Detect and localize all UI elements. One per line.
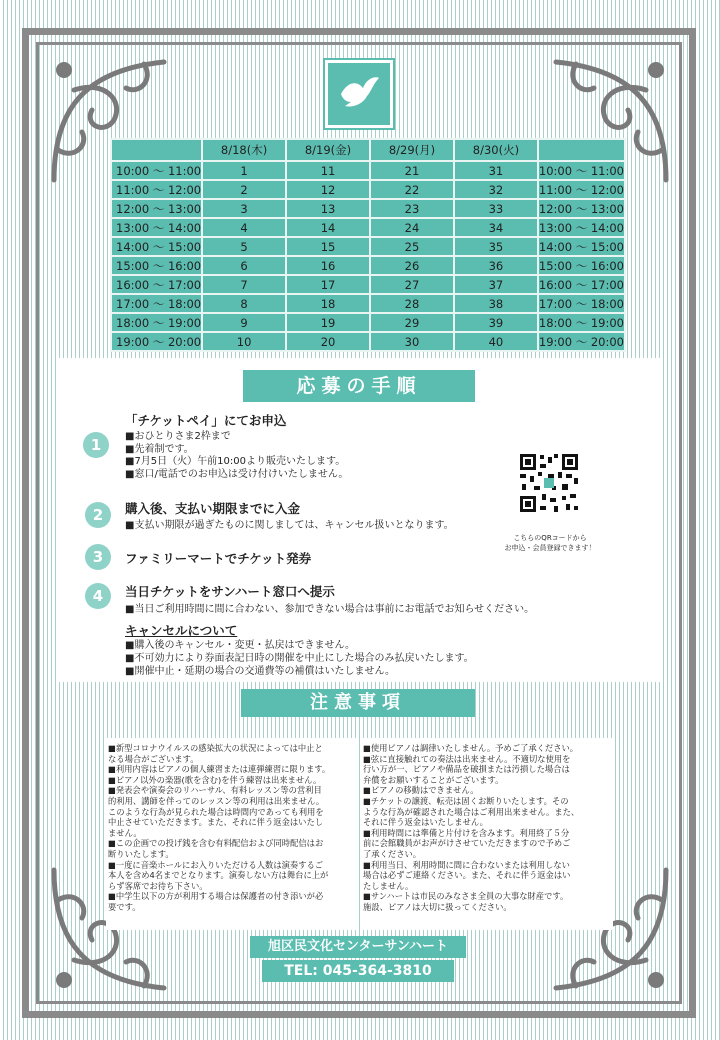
table-row: [111, 237, 625, 256]
slot-number-cell: 29: [370, 313, 454, 332]
dove-icon: [337, 74, 381, 114]
note-line: 本人を含め4名までとなります。演奏しない方は舞台に上が: [108, 870, 329, 881]
time-slot-cell: 11:00 ～ 12:00: [538, 180, 625, 199]
note-line: ■この企画での投げ銭を含む有料配信および同時配信はお: [108, 838, 324, 849]
note-line: ■チケットの譲渡、転売は固くお断りいたします。その: [363, 795, 569, 806]
time-slot-cell: 10:00 ～ 11:00: [538, 161, 625, 180]
slot-number-cell: 37: [454, 275, 538, 294]
date-header: 8/30(火): [454, 139, 538, 161]
step-line: ■当日ご利用時間に間に合わない、参加できない場合は事前にお電話でお知らせください。: [125, 604, 535, 615]
notes-banner: 注意事項: [241, 689, 475, 717]
slot-number-cell: 23: [370, 199, 454, 218]
slot-number-cell: 25: [370, 237, 454, 256]
note-line: ません。: [108, 827, 142, 838]
slot-number-cell: 38: [454, 294, 538, 313]
qr-caption: お申込・会員登録できます！: [504, 544, 596, 552]
table-row: [111, 161, 625, 180]
slot-number-cell: 26: [370, 256, 454, 275]
note-line: ■利用時間には準備と片付けを含みます。利用終了５分: [363, 827, 570, 838]
cancel-line: ■開催中止・延期の場合の交通費等の補償はいたしません。: [125, 666, 396, 677]
step-line: ■おひとりさま2枠まで: [125, 431, 231, 442]
slot-number-cell: 22: [370, 180, 454, 199]
table-row: [111, 313, 625, 332]
time-slot-cell: 12:00 ～ 13:00: [111, 199, 202, 218]
note-line: 弁償をお願いすることがございます。: [363, 774, 504, 785]
slot-number-cell: 14: [286, 218, 370, 237]
slot-number-cell: 4: [202, 218, 286, 237]
table-row: [111, 218, 625, 237]
slot-number-cell: 15: [286, 237, 370, 256]
step-title: ファミリーマートでチケット発券: [125, 551, 312, 566]
time-slot-cell: 14:00 ～ 15:00: [538, 237, 625, 256]
slot-number-cell: 13: [286, 199, 370, 218]
note-line: ■ピアノ以外の楽器(歌を含む)を伴う練習は出来ません。: [108, 774, 322, 785]
slot-number-cell: 33: [454, 199, 538, 218]
cancel-title: キャンセルについて: [125, 623, 238, 638]
step-line: ■支払い期限が過ぎたものに関しましては、キャンセル扱いとなります。: [125, 520, 454, 531]
time-slot-cell: 15:00 ～ 16:00: [538, 256, 625, 275]
note-line: それに伴う返金はいたしません。: [363, 817, 488, 828]
table-header-row: [111, 139, 625, 161]
date-header: 8/19(金): [286, 139, 370, 161]
note-line: ■使用ピアノは調律いたしません。予めご了承ください。: [363, 743, 579, 753]
slot-number-cell: 1: [202, 161, 286, 180]
slot-number-cell: 31: [454, 161, 538, 180]
slot-number-cell: 27: [370, 275, 454, 294]
cancel-line: ■購入後のキャンセル・変更・払戻はできません。: [125, 640, 356, 651]
slot-number-cell: 6: [202, 256, 286, 275]
note-line: 場合は必ずご連絡ください。また、それに伴う返金はい: [363, 870, 571, 881]
note-line: 断りいたします。: [108, 848, 174, 859]
notes-right: [361, 738, 613, 930]
notes-left: [106, 738, 358, 930]
step-number: 3: [85, 544, 111, 570]
schedule-table: [110, 138, 626, 350]
slot-number-cell: 39: [454, 313, 538, 332]
note-line: たしません。: [363, 880, 414, 891]
step-number: 2: [85, 502, 111, 528]
note-line: 施設、ピアノは大切に扱ってください。: [363, 901, 512, 912]
step-title: 「チケットペイ」にてお申込: [125, 413, 287, 428]
note-line: ■サンハートは市民のみなさま全員の大事な財産です。: [363, 891, 569, 902]
time-slot-cell: 12:00 ～ 13:00: [538, 199, 625, 218]
venue-name: 旭区民文化センターサンハート: [250, 936, 466, 958]
time-slot-cell: 13:00 ～ 14:00: [111, 218, 202, 237]
table-row: [111, 294, 625, 313]
table-row: [111, 332, 625, 351]
apply-banner: 応募の手順: [243, 370, 475, 402]
slot-number-cell: 34: [454, 218, 538, 237]
time-slot-cell: 17:00 ～ 18:00: [111, 294, 202, 313]
slot-number-cell: 30: [370, 332, 454, 351]
slot-number-cell: 28: [370, 294, 454, 313]
table-row: [111, 256, 625, 275]
time-slot-cell: 17:00 ～ 18:00: [538, 294, 625, 313]
header-cell-empty: [538, 139, 625, 161]
qr-code-icon[interactable]: [518, 452, 580, 514]
time-slot-cell: 19:00 ～ 20:00: [111, 332, 202, 351]
time-slot-cell: 14:00 ～ 15:00: [111, 237, 202, 256]
step-line: ■7月5日（火）午前10:00より販売いたします。: [125, 456, 346, 467]
slot-number-cell: 32: [454, 180, 538, 199]
time-slot-cell: 10:00 ～ 11:00: [111, 161, 202, 180]
slot-number-cell: 20: [286, 332, 370, 351]
note-line: ■新型コロナウイルスの感染拡大の状況によっては中止と: [108, 743, 323, 753]
note-line: ■弦に直接触れての奏法は出来ません。不適切な使用を: [363, 753, 571, 764]
contact-block: [250, 936, 466, 982]
cancel-line: ■不可効力により券面表記日時の開催を中止にした場合のみ払戻いたします。: [125, 653, 474, 664]
slot-number-cell: 24: [370, 218, 454, 237]
step-line: ■先着制です。: [125, 444, 194, 455]
time-slot-cell: 19:00 ～ 20:00: [538, 332, 625, 351]
slot-number-cell: 18: [286, 294, 370, 313]
slot-number-cell: 35: [454, 237, 538, 256]
slot-number-cell: 5: [202, 237, 286, 256]
slot-number-cell: 16: [286, 256, 370, 275]
note-line: ■発表会や演奏会のリハーサル、有料レッスン等の営利目: [108, 785, 322, 796]
note-line: ような行為が確認された場合はご利用出来ません。また、: [363, 806, 580, 817]
step-number: 4: [85, 583, 111, 609]
header-cell-empty: [111, 139, 202, 161]
time-slot-cell: 18:00 ～ 19:00: [111, 313, 202, 332]
table-row: [111, 180, 625, 199]
slot-number-cell: 40: [454, 332, 538, 351]
date-header: 8/18(木): [202, 139, 286, 161]
note-line: 行い万が一、ピアノや備品を破損または汚損した場合は: [363, 764, 570, 775]
note-line: 要です。: [108, 901, 141, 912]
note-line: 前に会館職員がお声がけさせていただきますので予めご: [363, 838, 571, 849]
note-line: 了承ください。: [363, 848, 422, 859]
note-line: ■一度に音楽ホールにお入りいただける人数は演奏するご: [108, 859, 324, 870]
slot-number-cell: 11: [286, 161, 370, 180]
slot-number-cell: 3: [202, 199, 286, 218]
slot-number-cell: 8: [202, 294, 286, 313]
note-line: ■利用当日、利用時間に間に合わないまたは利用しない: [363, 859, 570, 870]
note-line: なる場合がございます。: [108, 753, 199, 764]
note-line: ■中学生以下の方が利用する場合は保護者の付き添いが必: [108, 891, 324, 902]
note-line: 的利用、講師を伴ってのレッスン等の利用は出来ません。: [108, 795, 325, 806]
slot-number-cell: 12: [286, 180, 370, 199]
table-row: [111, 199, 625, 218]
slot-number-cell: 17: [286, 275, 370, 294]
step-line: ■窓口/電話でのお申込は受け付けいたしません。: [125, 469, 349, 480]
note-line: このような行為が見られた場合は時間内であっても利用を: [108, 806, 324, 817]
time-slot-cell: 11:00 ～ 12:00: [111, 180, 202, 199]
note-line: ■利用内容はピアノの個人練習または連弾練習に限ります。: [108, 764, 331, 775]
step-title: 購入後、支払い期限までに入金: [125, 501, 301, 516]
slot-number-cell: 7: [202, 275, 286, 294]
qr-caption: こちらのQRコードから: [513, 534, 587, 542]
time-slot-cell: 16:00 ～ 17:00: [111, 275, 202, 294]
slot-number-cell: 9: [202, 313, 286, 332]
time-slot-cell: 16:00 ～ 17:00: [538, 275, 625, 294]
time-slot-cell: 18:00 ～ 19:00: [538, 313, 625, 332]
time-slot-cell: 13:00 ～ 14:00: [538, 218, 625, 237]
logo: [325, 60, 393, 128]
slot-number-cell: 19: [286, 313, 370, 332]
phone-number[interactable]: TEL: 045-364-3810: [262, 960, 454, 982]
note-line: 中止させていただきます。また、それに伴う返金はいたし: [108, 817, 324, 828]
step-title: 当日チケットをサンハート窓口へ提示: [125, 584, 335, 599]
note-line: ■ピアノの移動はできません。: [363, 785, 479, 796]
note-line: らず客席でお待ち下さい。: [108, 880, 208, 891]
slot-number-cell: 10: [202, 332, 286, 351]
time-slot-cell: 15:00 ～ 16:00: [111, 256, 202, 275]
table-row: [111, 275, 625, 294]
slot-number-cell: 21: [370, 161, 454, 180]
slot-number-cell: 2: [202, 180, 286, 199]
slot-number-cell: 36: [454, 256, 538, 275]
date-header: 8/29(月): [370, 139, 454, 161]
step-number: 1: [83, 432, 109, 458]
